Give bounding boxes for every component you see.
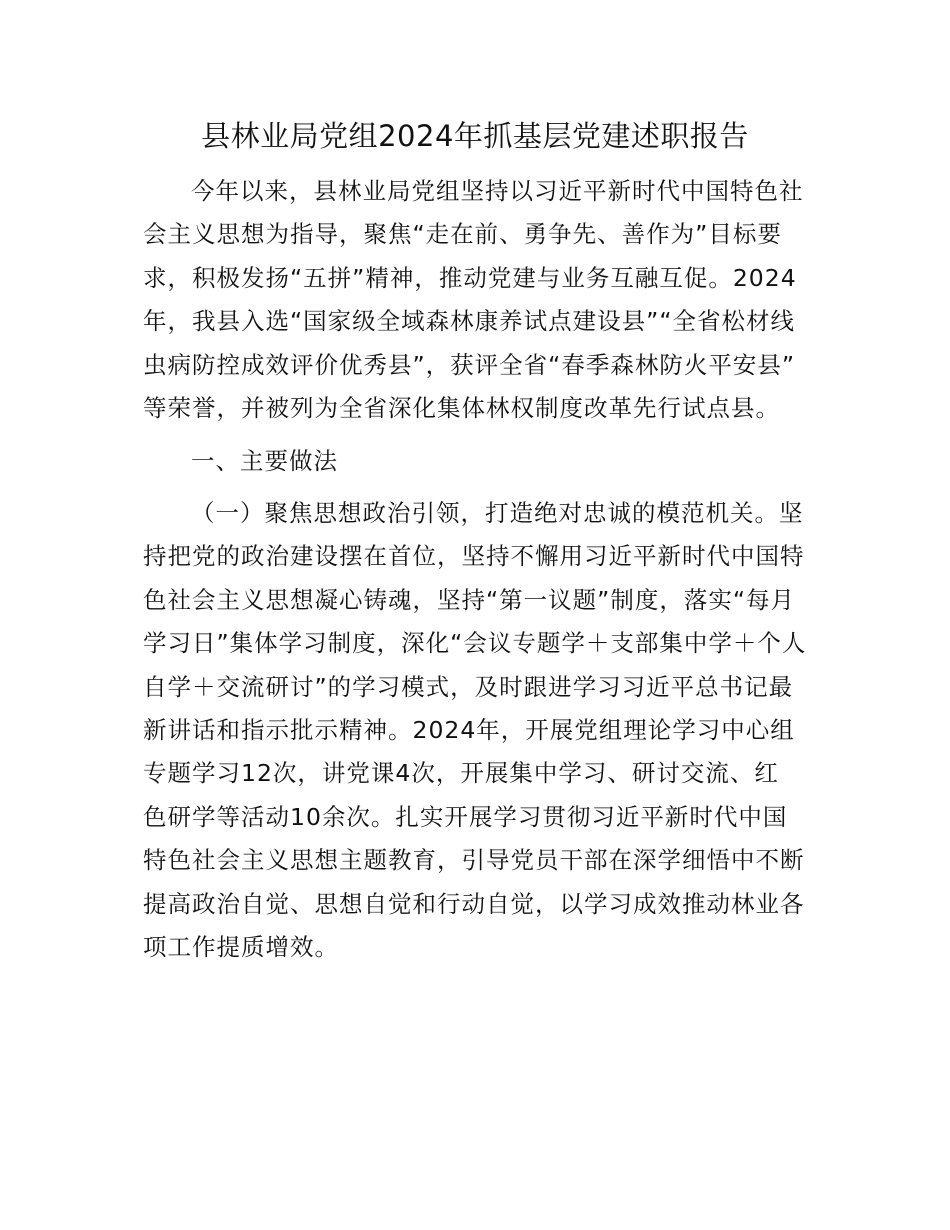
section-heading [143, 440, 811, 483]
paragraph-line: 色社会主义思想凝心铸魂，坚持“第一议题”制度，落实“每月 [143, 585, 796, 614]
paragraph-line: 年，我县入选“国家级全域森林康养试点建设县”“全省松材线 [143, 307, 796, 336]
paragraph-line: 色研学等活动10余次。扎实开展学习贯彻习近平新时代中国 [143, 802, 788, 831]
section-heading-text: 一、主要做法 [191, 447, 338, 475]
paragraph-line: 项工作提质增效。 [143, 933, 339, 962]
paragraph-line: （一）聚焦思想政治引领，打造绝对忠诚的模范机关。坚 [191, 499, 804, 527]
paragraph-line: 自学＋交流研讨”的学习模式，及时跟进学习习近平总书记最 [143, 672, 794, 701]
paragraph-line: 持把党的政治建设摆在首位，坚持不懈用习近平新时代中国特 [143, 542, 805, 571]
intro-paragraph [143, 170, 811, 430]
paragraph-line: 学习日”集体学习制度，深化“会议专题学＋支部集中学＋个人 [143, 629, 807, 658]
paragraph-line: 特色社会主义思想主题教育，引导党员干部在深学细悟中不断 [143, 846, 805, 875]
paragraph-line: 虫病防控成效评价优秀县”，获评全省“春季森林防火平安县” [143, 350, 796, 379]
paragraph-line: 提高政治自觉、思想自觉和行动自觉，以学习成效推动林业各 [143, 889, 805, 918]
document-title: 县林业局党组2024年抓基层党建述职报告 [201, 119, 749, 153]
paragraph-line: 专题学习12次，讲党课4次，开展集中学习、研讨交流、红 [143, 759, 779, 788]
paragraph-line: 求，积极发扬“五拼”精神，推动党建与业务互融互促。2024 [143, 263, 797, 292]
paragraph-line: 等荣誉，并被列为全省深化集体林权制度改革先行试点县。 [143, 394, 780, 423]
paragraph-line: 今年以来，县林业局党组坚持以习近平新时代中国特色社 [191, 177, 804, 205]
paragraph-line: 会主义思想为指导，聚焦“走在前、勇争先、善作为”目标要 [143, 220, 782, 249]
body-paragraph [143, 492, 811, 969]
paragraph-line: 新讲话和指示批示精神。2024年，开展党组理论学习中心组 [143, 716, 795, 745]
